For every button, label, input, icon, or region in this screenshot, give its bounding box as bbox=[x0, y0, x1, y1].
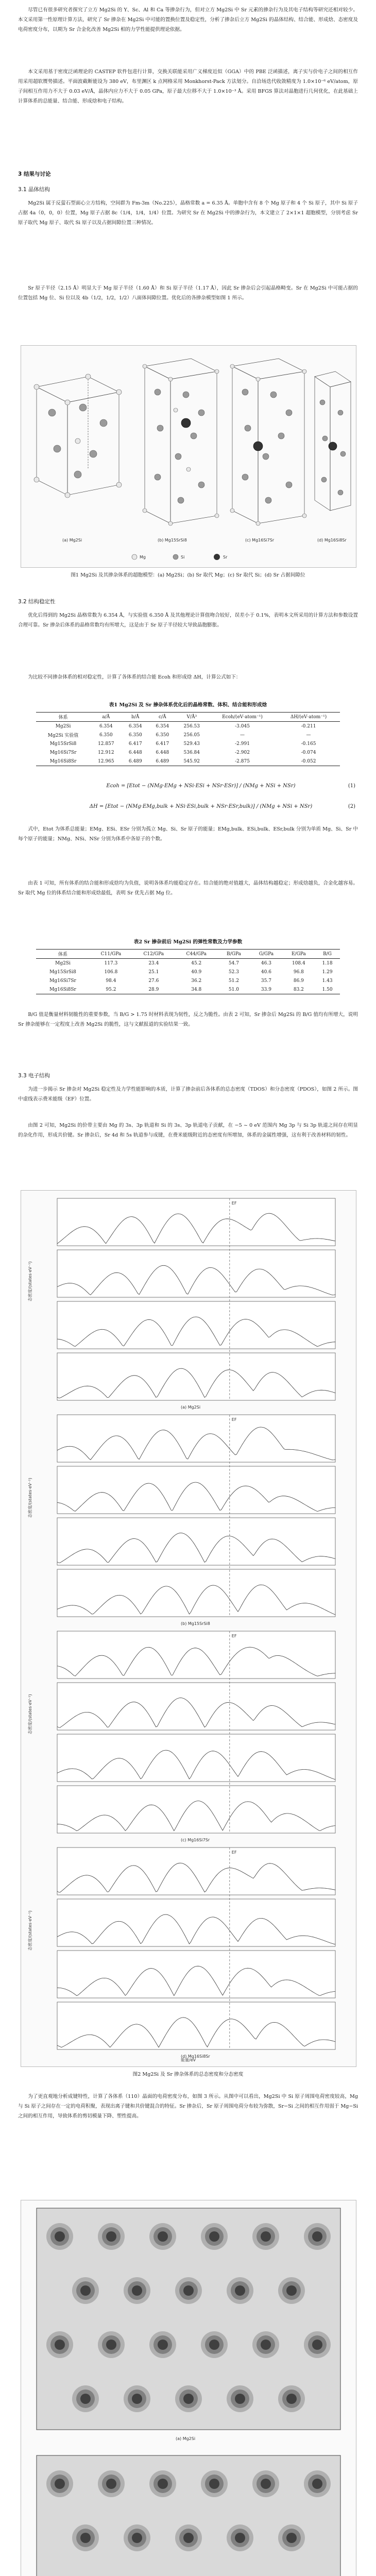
table-cell: 46.3 bbox=[261, 960, 271, 966]
table-cell: 6.350 bbox=[156, 732, 169, 738]
charge-density-contour bbox=[286, 2533, 297, 2543]
figure-1-caption: 图1 Mg2Si 及其掺杂体系的超胞模型：(a) Mg2Si；(b) Sr 取代 Mg；(c) Sr 取代 Si；(d) Sr 占据间隙位 bbox=[71, 572, 305, 578]
table-cell: -0.165 bbox=[301, 741, 316, 747]
formula-explanation-paragraph: 式中，Etot 为体系总能量；EMg、ESi、ESr 分别为孤立 Mg、Si、Sr 原子的能量；EMg,bulk、ESi,bulk、ESr,bulk 分别为单质 Mg、Si、Sr 中每个原子的能量；NMg、NSi、NSr 分别为体系中各原子的个数。 bbox=[18, 826, 358, 842]
formula-formation-enthalpy: ΔH = [Etot − (NMg·EMg,bulk + NSi·ESi,bulk + NSr·ESr,bulk)] / (NMg + NSi + NSr) bbox=[89, 804, 313, 809]
table-row bbox=[36, 731, 340, 739]
dos-panel bbox=[27, 1415, 335, 1626]
charge-density-contour bbox=[132, 2533, 142, 2543]
table-row bbox=[36, 959, 340, 968]
table-header-cell: B/G bbox=[315, 950, 340, 959]
dos-x-axis-label: 能量/eV bbox=[181, 2058, 196, 2062]
dos-y-axis-label: 态密度/(states·eV⁻¹) bbox=[28, 1910, 32, 1951]
dos-subplot-frame bbox=[57, 1683, 335, 1730]
charge-density-contour bbox=[209, 2479, 219, 2489]
electronic-paragraph-1: 为进一步揭示 Sr 掺杂对 Mg2Si 稳定性及力学性能影响的本质，计算了掺杂前后各体系的总态密度（TDOS）和分态密度（PDOS），如图 2 所示。图中虚线表示费米能级（EF）位置。 bbox=[18, 1087, 358, 1102]
table-cell: 1.29 bbox=[322, 969, 333, 975]
table-row bbox=[36, 968, 340, 976]
table-cell: 40.9 bbox=[191, 969, 202, 975]
charge-density-contour bbox=[261, 2231, 271, 2242]
stability-paragraph-1: 优化后得到的 Mg2Si 晶格常数为 6.354 Å，与实验值 6.350 Å 及其他理论计算值吻合较好，误差小于 0.1%，表明本文所采用的计算方法和参数设置合理可靠。Sr 掺杂后体系的晶格常数均有所增大，这是由于 Sr 原子半径较大导致晶胞膨胀。 bbox=[18, 613, 358, 628]
dos-panel-label: (c) Mg16Si7Sr bbox=[181, 1838, 210, 1842]
table-cell: 6.350 bbox=[99, 732, 113, 738]
intro-paragraph-1: 尽管已有很多研究者探究了立方 Mg2Si 的 Y、Sc、Al 和 Ca 等掺杂行为，但对立方 Mg2Si 中 Sr 元素的掺杂行为及其电子结构等研究还相对较少。本文采用第一性原理计算方法，研究了 Sr 掺杂在 Mg2Si 中可能的置换位置及稳定性，分析了掺杂后立方 Mg2Si 的晶体结构、结合能、形成焓、态密度及电荷密度分布，以期为 Sr 合金化改善 Mg2Si 相的力学性能提供理论依据。 bbox=[18, 7, 358, 32]
charge-density-contour bbox=[312, 2231, 322, 2242]
charge-density-contour bbox=[209, 2231, 219, 2242]
table-cell: -2.902 bbox=[235, 750, 250, 755]
dos-subplot-frame bbox=[57, 1786, 335, 1833]
table-cell: 6.417 bbox=[156, 741, 169, 747]
table-2 bbox=[36, 949, 340, 994]
table-row bbox=[36, 976, 340, 985]
charge-density-contour bbox=[312, 2479, 322, 2489]
dos-subplot-frame bbox=[57, 1631, 335, 1679]
dos-panel-label: (a) Mg2Si bbox=[181, 1405, 201, 1410]
table-cell: 96.8 bbox=[293, 969, 304, 975]
formula-2-number: (2) bbox=[348, 804, 355, 809]
table-cell: 86.9 bbox=[293, 978, 304, 984]
charge-density-contour bbox=[106, 2479, 116, 2489]
subsection-heading-structure: 3.1 晶体结构 bbox=[18, 187, 50, 193]
charge-density-contour bbox=[132, 2394, 142, 2404]
charge-density-contour bbox=[55, 2231, 65, 2242]
dos-panel bbox=[27, 1631, 335, 1842]
table-cell: 36.2 bbox=[191, 978, 202, 984]
structure-paragraph-2: Sr 原子半径（2.15 Å）明显大于 Mg 原子半径（1.60 Å）和 Si 原子半径（1.17 Å），因此 Sr 掺杂后会引起晶格畸变。Sr 在 Mg2Si 中可能占据的位置包括 Mg 位、Si 位以及 4b（1/2，1/2，1/2）八面体间隙位置。优化后的各掺杂模型如图 1 所示。 bbox=[18, 285, 358, 301]
table-header-cell: Ecoh/(eV·atom⁻¹) bbox=[208, 713, 277, 722]
dos-subplot-frame bbox=[57, 1301, 335, 1349]
table-cell: 45.2 bbox=[191, 960, 202, 966]
charge-density-contour bbox=[286, 2394, 297, 2404]
table-cell: 25.1 bbox=[148, 969, 159, 975]
figure-1-label-c: (c) Mg16Si7Sr bbox=[245, 538, 275, 543]
table-2-title: 表2 Sr 掺杂前后 Mg2Si 的弹性常数及力学参数 bbox=[133, 939, 243, 945]
table-cell: 256.05 bbox=[183, 732, 200, 738]
table-cell: 6.448 bbox=[156, 750, 169, 755]
subsection-heading-stability: 3.2 结构稳定性 bbox=[18, 599, 56, 605]
figure-2-svg bbox=[21, 1191, 356, 2066]
table-cell: 54.7 bbox=[228, 960, 239, 966]
dos-panel-label: (b) Mg15SrSi8 bbox=[181, 1621, 210, 1626]
dos-panel bbox=[27, 1848, 335, 2059]
table-cell: 106.8 bbox=[104, 969, 118, 975]
table-cell: 6.417 bbox=[128, 741, 142, 747]
figure-2-caption: 图2 Mg2Si 及 Sr 掺杂体系的总态密度和分态密度 bbox=[132, 2072, 244, 2077]
fermi-level-label: EF bbox=[231, 1201, 237, 1206]
mechanical-discussion-paragraph: B/G 值是衡量材料韧脆性的重要参数，当 B/G > 1.75 时材料表现为韧性，反之为脆性。由表 2 可知，Sr 掺杂后 Mg2Si 的 B/G 值均有所增大，说明 Sr 掺杂能够在一定程度上改善 Mg2Si 的脆性，这与文献报道的实验结果一致。 bbox=[18, 1012, 358, 1027]
table-cell: Mg16Si7Sr bbox=[49, 978, 76, 984]
table-cell: 6.354 bbox=[99, 723, 113, 729]
crystal-panel-a bbox=[34, 374, 122, 498]
table-header-cell: b/Å bbox=[122, 713, 149, 722]
charge-density-background bbox=[37, 2455, 340, 2576]
dos-subplot-frame bbox=[57, 1951, 335, 1998]
stability-paragraph-2: 为比较不同掺杂体系的相对稳定性，计算了各体系的结合能 Ecoh 和形成焓 ΔH，计算公式如下： bbox=[28, 674, 241, 680]
table-cell: -0.052 bbox=[277, 757, 340, 766]
charge-density-contour bbox=[55, 2340, 65, 2350]
table-cell: 51.2 bbox=[228, 978, 239, 984]
dos-subplot-frame bbox=[57, 1848, 335, 1895]
table-cell: -0.074 bbox=[301, 750, 316, 755]
table-cell: -3.045 bbox=[235, 723, 250, 729]
crystal-panel-b bbox=[143, 359, 219, 526]
dos-subplot-frame bbox=[57, 1466, 335, 1514]
table-1 bbox=[36, 712, 340, 766]
table-header-cell: C11/GPa bbox=[90, 950, 132, 959]
table-cell: Mg16Si8Sr bbox=[36, 985, 90, 994]
charge-density-contour bbox=[209, 2340, 219, 2350]
figure-3-charge-density bbox=[21, 2200, 356, 2576]
dos-subplot-frame bbox=[57, 1353, 335, 1400]
table-cell: 6.489 bbox=[122, 757, 149, 766]
dos-subplot-frame bbox=[57, 1250, 335, 1297]
table-cell: 256.53 bbox=[183, 723, 200, 729]
dos-subplot-frame bbox=[57, 1569, 335, 1617]
table-header-cell: 体系 bbox=[36, 713, 90, 722]
figure-1-legend-mg: Mg bbox=[140, 555, 146, 560]
table-cell: 27.6 bbox=[148, 978, 159, 984]
charge-density-contour bbox=[286, 2285, 297, 2296]
table-cell: Mg16Si7Sr bbox=[49, 750, 77, 755]
charge-density-contour bbox=[158, 2231, 168, 2242]
figure-1-label-b: (b) Mg15SrSi8 bbox=[158, 538, 187, 543]
table-cell: 536.84 bbox=[183, 750, 200, 755]
table-cell: Mg2Si bbox=[55, 723, 71, 729]
table-cell: 23.4 bbox=[148, 960, 159, 966]
dos-y-axis-label: 态密度/(states·eV⁻¹) bbox=[28, 1694, 32, 1734]
table-cell: 12.912 bbox=[98, 750, 114, 755]
charge-density-contour bbox=[158, 2340, 168, 2350]
dos-subplot-frame bbox=[57, 1518, 335, 1565]
subsection-heading-electronic: 3.3 电子结构 bbox=[18, 1073, 50, 1079]
table-1-title: 表1 Mg2Si 及 Sr 掺杂体系优化后的晶格常数、体积、结合能和形成焓 bbox=[109, 702, 267, 708]
stability-discussion-paragraph: 由表 1 可知，所有体系的结合能和形成焓均为负值，说明各体系均能稳定存在。结合能的绝对值越大，晶体结构越稳定；形成焓越负，合金化越容易。Sr 取代 Mg 位的体系结合能和形成焓最低，表明 Sr 优先占据 Mg 位。 bbox=[18, 880, 358, 896]
table-header-cell: G/GPa bbox=[250, 950, 282, 959]
dos-subplot-frame bbox=[57, 1734, 335, 1782]
electronic-paragraph-2: 由图 2 可知，Mg2Si 的价带主要由 Mg 的 3s、3p 轨道和 Si 的 3s、3p 轨道电子贡献，在 −5 ~ 0 eV 范围内 Mg 3p 与 Si 3p 轨道之间存在明显的杂化作用，形成共价键。Sr 掺杂后，Sr 4d 和 5s 轨道参与成键，在费米能级附近的态密度有所增加，体系的金属性增强，这有利于改善材料的韧性。 bbox=[18, 1123, 358, 1138]
fermi-level-label: EF bbox=[231, 1634, 237, 1638]
charge-density-contour bbox=[235, 2394, 245, 2404]
charge-density-contour bbox=[106, 2231, 116, 2242]
table-cell: 6.448 bbox=[128, 750, 142, 755]
table-header-cell: V/Å³ bbox=[176, 713, 208, 722]
dos-y-axis-label: 态密度/(states·eV⁻¹) bbox=[28, 1261, 32, 1301]
charge-density-contour bbox=[183, 2394, 194, 2404]
charge-density-contour bbox=[183, 2285, 194, 2296]
table-header-cell: C12/GPa bbox=[132, 950, 175, 959]
table-cell: 28.9 bbox=[132, 985, 175, 994]
table-cell: 34.8 bbox=[175, 985, 218, 994]
table-cell: 1.50 bbox=[315, 985, 340, 994]
formula-1-number: (1) bbox=[348, 783, 355, 789]
charge-density-contour bbox=[158, 2479, 168, 2489]
table-header-cell: C44/GPa bbox=[175, 950, 218, 959]
intro-paragraph-2: 本文采用基于密度泛函理论的 CASTEP 软件包进行计算，交换关联能采用广义梯度近似（GGA）中的 PBE 泛函描述，离子实与价电子之间的相互作用采用超软赝势描述。平面波截断能设为 380 eV，布里渊区 k 点网格采用 Monkhorst-Pack 方法划分。自洽场迭代收敛精度为 1.0×10⁻⁶ eV/atom，原子间相互作用力不大于 0.03 eV/Å，晶体内应力不大于 0.05 GPa，原子最大位移不大于 1.0×10⁻³ Å。采用 BFGS 算法对晶胞进行几何优化，在此基础上计算体系的总能量、结合能、形成焓和电子结构。 bbox=[18, 69, 358, 104]
charge-density-contour bbox=[106, 2340, 116, 2350]
table-row bbox=[36, 722, 340, 731]
table-cell: Mg2Si 实验值 bbox=[47, 733, 79, 738]
charge-density-panel bbox=[37, 2208, 340, 2441]
charge-density-contour bbox=[80, 2533, 91, 2543]
table-cell: 35.7 bbox=[261, 978, 271, 984]
dos-panel bbox=[27, 1198, 335, 1410]
figure-1-label-d: (d) Mg16Si8Sr bbox=[317, 538, 347, 543]
charge-density-contour bbox=[312, 2340, 322, 2350]
table-cell: 1.43 bbox=[322, 978, 333, 984]
table-cell: 1.18 bbox=[322, 960, 333, 966]
table-cell: Mg16Si8Sr bbox=[36, 757, 90, 766]
charge-density-contour bbox=[235, 2533, 245, 2543]
table-cell: 529.43 bbox=[183, 741, 200, 747]
table-cell: 33.9 bbox=[250, 985, 282, 994]
table-row bbox=[36, 739, 340, 748]
figure-1-crystal-models bbox=[21, 345, 356, 568]
figure-1-legend-si: Si bbox=[181, 555, 185, 560]
fermi-level-label: EF bbox=[231, 1850, 237, 1855]
formula-cohesive-energy: Ecoh = [Etot − (NMg·EMg + NSi·ESi + NSr·ESr)] / (NMg + NSi + NSr) bbox=[106, 783, 296, 789]
dos-subplot-frame bbox=[57, 2002, 335, 2049]
table-row bbox=[36, 748, 340, 757]
figure-1-label-a: (a) Mg2Si bbox=[62, 538, 82, 543]
table-cell: -2.875 bbox=[208, 757, 277, 766]
table-header-cell: ΔH/(eV·atom⁻¹) bbox=[277, 713, 340, 722]
figure-2-dos-plots bbox=[21, 1190, 356, 2067]
charge-density-contour bbox=[80, 2394, 91, 2404]
table-cell: 52.3 bbox=[228, 969, 239, 975]
section-heading: 3 结果与讨论 bbox=[18, 171, 51, 177]
structure-paragraph-1: Mg2Si 属于反萤石型面心立方结构，空间群为 Fm-3m（No.225），晶格常数 a = 6.35 Å。单胞中含有 8 个 Mg 原子和 4 个 Si 原子，其中 Si 原子占据 4a（0，0，0）位置，Mg 原子占据 8c（1/4，1/4，1/4）位置。为研究 Sr 在 Mg2Si 中的掺杂行为，本文建立了 2×1×1 超胞模型，分别考虑 Sr 原子取代 Mg 原子、取代 Si 原子以及占据间隙位置三种情况。 bbox=[18, 200, 358, 226]
table-cell: 545.92 bbox=[176, 757, 208, 766]
table-header-cell: E/GPa bbox=[283, 950, 315, 959]
charge-density-contour bbox=[261, 2340, 271, 2350]
table-cell: 108.4 bbox=[292, 960, 305, 966]
table-row bbox=[36, 985, 340, 994]
figure-1-legend-sr: Sr bbox=[223, 555, 228, 560]
table-cell: 51.0 bbox=[218, 985, 250, 994]
table-cell: — bbox=[306, 732, 311, 738]
table-cell: 12.965 bbox=[90, 757, 122, 766]
table-cell: 117.3 bbox=[104, 960, 118, 966]
table-cell: 83.2 bbox=[283, 985, 315, 994]
table-header-cell: 体系 bbox=[36, 950, 90, 959]
fermi-level-label: EF bbox=[231, 1417, 237, 1422]
charge-density-contour bbox=[55, 2479, 65, 2489]
table-cell: Mg2Si bbox=[55, 960, 71, 966]
charge-density-contour bbox=[132, 2285, 142, 2296]
table-cell: Mg15SrSi8 bbox=[49, 969, 76, 975]
table-cell: -2.991 bbox=[235, 741, 250, 747]
charge-density-panel bbox=[37, 2455, 340, 2576]
table-cell: 6.350 bbox=[128, 732, 142, 738]
table-cell: — bbox=[240, 732, 245, 738]
dos-subplot-frame bbox=[57, 1899, 335, 1946]
table-cell: 40.6 bbox=[261, 969, 271, 975]
charge-density-paragraph: 为了更直观地分析成键特性，计算了各体系（110）晶面的电荷密度分布，如图 3 所示。从图中可以看出，Mg2Si 中 Si 原子周围电荷密度较高，Mg 与 Si 原子之间存在一定的电荷积聚，表现出离子键和共价键混合的特征。Sr 掺杂后，Sr 原子周围电荷分布较为弥散，Sr−Si 之间的相互作用弱于 Mg−Si 之间的相互作用，导致体系的剪切模量下降、塑性提高。 bbox=[18, 2094, 358, 2119]
charge-density-contour bbox=[235, 2285, 245, 2296]
table-cell: -0.211 bbox=[301, 723, 316, 729]
table-cell: 12.857 bbox=[98, 741, 114, 747]
charge-density-panel-label: (a) Mg2Si bbox=[176, 2436, 196, 2441]
table-cell: 98.4 bbox=[106, 978, 116, 984]
table-header-cell: a/Å bbox=[90, 713, 122, 722]
table-cell: 6.354 bbox=[156, 723, 169, 729]
table-cell: 6.489 bbox=[149, 757, 176, 766]
dos-subplot-frame bbox=[57, 1198, 335, 1246]
crystal-panel-c bbox=[230, 359, 306, 526]
table-header-cell: B/GPa bbox=[218, 950, 250, 959]
figure-1-svg bbox=[21, 346, 356, 567]
table-cell: 95.2 bbox=[90, 985, 132, 994]
charge-density-contour bbox=[80, 2285, 91, 2296]
charge-density-contour bbox=[261, 2479, 271, 2489]
crystal-panel-d bbox=[315, 371, 351, 511]
table-cell: 6.354 bbox=[128, 723, 142, 729]
dos-panel-label: (d) Mg16Si8Sr bbox=[181, 2054, 210, 2059]
table-cell: Mg15SrSi8 bbox=[49, 741, 77, 747]
table-header-cell: c/Å bbox=[149, 713, 176, 722]
charge-density-contour bbox=[183, 2533, 194, 2543]
dos-y-axis-label: 态密度/(states·eV⁻¹) bbox=[28, 1478, 32, 1518]
figure-3-svg bbox=[21, 2200, 356, 2576]
dos-subplot-frame bbox=[57, 1415, 335, 1462]
table-row bbox=[36, 757, 340, 766]
